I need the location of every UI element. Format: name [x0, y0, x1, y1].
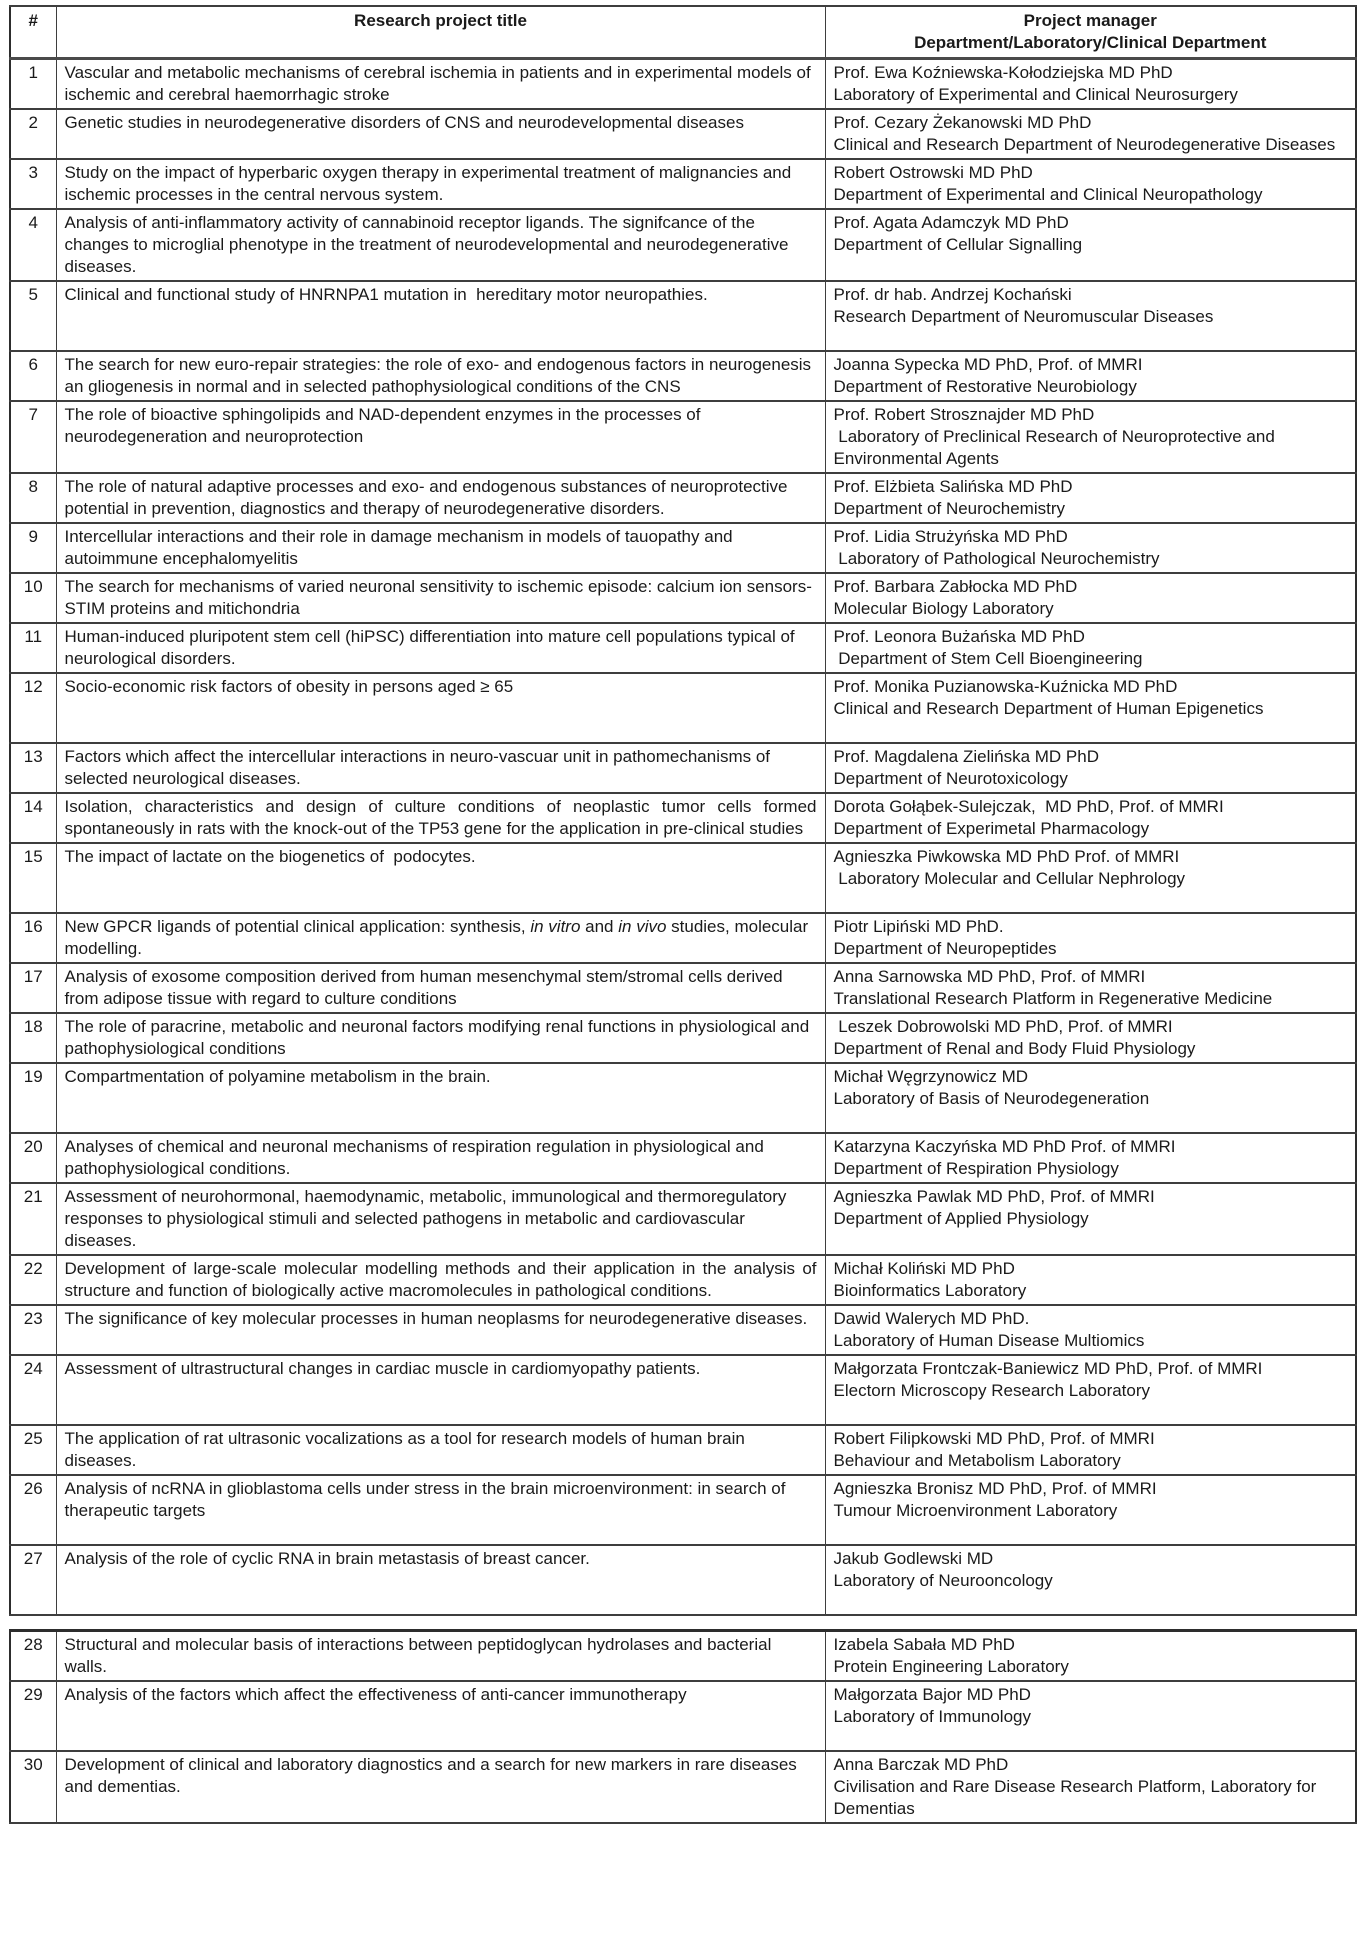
table-row	[10, 673, 1356, 743]
project-manager-cell	[825, 1545, 1356, 1615]
header-project-manager-line1: Project manager	[1023, 11, 1157, 30]
manager-name: Prof. Ewa Koźniewska-Kołodziejska MD PhD	[833, 63, 1173, 82]
row-number-cell: 23	[10, 1305, 56, 1355]
manager-department: Electorn Microscopy Research Laboratory	[833, 1381, 1151, 1400]
project-manager-cell	[825, 401, 1356, 473]
project-manager-cell	[825, 1063, 1356, 1133]
research-projects-table-page-2	[9, 1629, 1357, 1824]
manager-department: Molecular Biology Laboratory	[833, 599, 1054, 618]
project-manager-cell	[825, 59, 1356, 110]
manager-name: Robert Ostrowski MD PhD	[833, 163, 1033, 182]
project-title-cell: Human-induced pluripotent stem cell (hiPSC) differentiation into mature cell populations typical of neurological disorders.	[56, 623, 825, 673]
manager-department: Laboratory of Immunology	[833, 1707, 1031, 1726]
manager-name: Dorota Gołąbek-Sulejczak, MD PhD, Prof. of MMRI	[833, 797, 1224, 816]
project-manager-cell	[825, 523, 1356, 573]
manager-name: Leszek Dobrowolski MD PhD, Prof. of MMRI	[833, 1017, 1173, 1036]
manager-name: Małgorzata Frontczak-Baniewicz MD PhD, Prof. of MMRI	[833, 1359, 1263, 1378]
project-manager-cell	[825, 209, 1356, 281]
row-number-cell: 13	[10, 743, 56, 793]
project-title-cell: The search for new euro-repair strategies: the role of exo- and endogenous factors in neurogenesis an gliogenesis in normal and in selected pathophysiological conditions of the CNS	[56, 351, 825, 401]
manager-department: Laboratory of Neurooncology	[833, 1571, 1053, 1590]
manager-department: Department of Restorative Neurobiology	[833, 377, 1137, 396]
table-row	[10, 281, 1356, 351]
row-number-cell: 10	[10, 573, 56, 623]
row-number-cell: 18	[10, 1013, 56, 1063]
manager-name: Prof. Elżbieta Salińska MD PhD	[833, 477, 1073, 496]
project-manager-cell	[825, 281, 1356, 351]
table-row	[10, 473, 1356, 523]
table-row	[10, 159, 1356, 209]
project-manager-cell	[825, 913, 1356, 963]
project-title-cell: The impact of lactate on the biogenetics of podocytes.	[56, 843, 825, 913]
manager-department: Bioinformatics Laboratory	[833, 1281, 1027, 1300]
manager-department: Department of Neurotoxicology	[833, 769, 1068, 788]
table-row	[10, 1255, 1356, 1305]
project-title-cell: Compartmentation of polyamine metabolism in the brain.	[56, 1063, 825, 1133]
manager-name: Katarzyna Kaczyńska MD PhD Prof. of MMRI	[833, 1137, 1176, 1156]
manager-department: Laboratory Molecular and Cellular Nephrology	[833, 869, 1186, 888]
project-title-cell: Analysis of anti-inflammatory activity of cannabinoid receptor ligands. The signifcance of the changes to microglial phenotype in the treatment of neurodevelopmental and neurodegenerative diseases.	[56, 209, 825, 281]
manager-department: Behaviour and Metabolism Laboratory	[833, 1451, 1121, 1470]
manager-department: Clinical and Research Department of Human Epigenetics	[833, 699, 1264, 718]
manager-name: Prof. Barbara Zabłocka MD PhD	[833, 577, 1078, 596]
manager-name: Prof. Agata Adamczyk MD PhD	[833, 213, 1069, 232]
table-row	[10, 209, 1356, 281]
header-project-manager-line2: Department/Laboratory/Clinical Department	[914, 33, 1267, 52]
table-header	[10, 6, 1356, 59]
project-manager-cell	[825, 1751, 1356, 1823]
row-number-cell: 28	[10, 1631, 56, 1682]
project-title-cell: Analysis of exosome composition derived from human mesenchymal stem/stromal cells derived from adipose tissue with regard to culture conditions	[56, 963, 825, 1013]
manager-name: Prof. dr hab. Andrzej Kochański	[833, 285, 1072, 304]
project-manager-cell	[825, 963, 1356, 1013]
project-manager-cell	[825, 1255, 1356, 1305]
row-number-cell: 29	[10, 1681, 56, 1751]
manager-department: Department of Experimetal Pharmacology	[833, 819, 1150, 838]
table-row	[10, 59, 1356, 110]
project-title-cell: Genetic studies in neurodegenerative disorders of CNS and neurodevelopmental diseases	[56, 109, 825, 159]
manager-name: Dawid Walerych MD PhD.	[833, 1309, 1030, 1328]
project-title-cell: Isolation, characteristics and design of culture conditions of neoplastic tumor cells formed spontaneously in rats with the knock-out of the TP53 gene for the application in pre-clinical studies	[56, 793, 825, 843]
title-segment: and	[580, 917, 619, 936]
table-row	[10, 1013, 1356, 1063]
manager-department: Translational Research Platform in Regenerative Medicine	[833, 989, 1273, 1008]
header-number: #	[10, 6, 56, 59]
project-manager-cell	[825, 1425, 1356, 1475]
manager-department: Department of Respiration Physiology	[833, 1159, 1119, 1178]
manager-department: Department of Cellular Signalling	[833, 235, 1083, 254]
row-number-cell: 8	[10, 473, 56, 523]
manager-name: Prof. Leonora Bużańska MD PhD	[833, 627, 1085, 646]
manager-name: Piotr Lipiński MD PhD.	[833, 917, 1004, 936]
project-manager-cell	[825, 1183, 1356, 1255]
header-row	[10, 6, 1356, 59]
manager-name: Prof. Robert Strosznajder MD PhD	[833, 405, 1095, 424]
manager-department: Laboratory of Pathological Neurochemistry	[833, 549, 1160, 568]
project-title-cell: The role of paracrine, metabolic and neuronal factors modifying renal functions in physiological and pathophysiological conditions	[56, 1013, 825, 1063]
manager-department: Laboratory of Experimental and Clinical Neurosurgery	[833, 85, 1238, 104]
row-number-cell: 3	[10, 159, 56, 209]
project-manager-cell	[825, 1681, 1356, 1751]
project-title-cell: Assessment of neurohormonal, haemodynamic, metabolic, immunological and thermoregulatory responses to physiological stimuli and selected pathogens in metabolic and cardiovascular diseases.	[56, 1183, 825, 1255]
row-number-cell: 21	[10, 1183, 56, 1255]
table-row	[10, 1681, 1356, 1751]
project-manager-cell	[825, 351, 1356, 401]
title-italic-segment: in vivo	[618, 917, 667, 936]
table-row	[10, 1425, 1356, 1475]
table-row	[10, 109, 1356, 159]
manager-department: Laboratory of Human Disease Multiomics	[833, 1331, 1145, 1350]
project-title-cell: Development of large-scale molecular modelling methods and their application in the analysis of structure and function of biologically active macromolecules in pathological conditions.	[56, 1255, 825, 1305]
table-row	[10, 743, 1356, 793]
project-manager-cell	[825, 1475, 1356, 1545]
project-manager-cell	[825, 573, 1356, 623]
row-number-cell: 27	[10, 1545, 56, 1615]
manager-department: Research Department of Neuromuscular Diseases	[833, 307, 1214, 326]
row-number-cell: 15	[10, 843, 56, 913]
manager-department: Laboratory of Basis of Neurodegeneration	[833, 1089, 1150, 1108]
manager-name: Anna Barczak MD PhD	[833, 1755, 1009, 1774]
row-number-cell: 7	[10, 401, 56, 473]
project-title-cell: The role of bioactive sphingolipids and NAD-dependent enzymes in the processes of neurodegeneration and neuroprotection	[56, 401, 825, 473]
project-title-cell: Analysis of ncRNA in glioblastoma cells under stress in the brain microenvironment: in search of therapeutic targets	[56, 1475, 825, 1545]
row-number-cell: 25	[10, 1425, 56, 1475]
table-row	[10, 843, 1356, 913]
manager-department: Department of Experimental and Clinical Neuropathology	[833, 185, 1263, 204]
table-row	[10, 1751, 1356, 1823]
manager-name: Michał Węgrzynowicz MD	[833, 1067, 1029, 1086]
project-manager-cell	[825, 109, 1356, 159]
row-number-cell: 2	[10, 109, 56, 159]
table-row	[10, 1475, 1356, 1545]
project-manager-cell	[825, 159, 1356, 209]
project-title-cell: The significance of key molecular processes in human neoplasms for neurodegenerative diseases.	[56, 1305, 825, 1355]
research-projects-document	[9, 5, 1355, 1824]
project-manager-cell	[825, 623, 1356, 673]
manager-name: Joanna Sypecka MD PhD, Prof. of MMRI	[833, 355, 1143, 374]
table-row	[10, 401, 1356, 473]
project-title-cell: Development of clinical and laboratory diagnostics and a search for new markers in rare diseases and dementias.	[56, 1751, 825, 1823]
project-manager-cell	[825, 1355, 1356, 1425]
manager-department: Protein Engineering Laboratory	[833, 1657, 1069, 1676]
manager-name: Izabela Sabała MD PhD	[833, 1635, 1015, 1654]
project-manager-cell	[825, 673, 1356, 743]
project-title-cell: Analysis of the role of cyclic RNA in brain metastasis of breast cancer.	[56, 1545, 825, 1615]
project-manager-cell	[825, 843, 1356, 913]
project-manager-cell	[825, 793, 1356, 843]
project-title-cell: The search for mechanisms of varied neuronal sensitivity to ischemic episode: calcium ion sensors- STIM proteins and mitichondria	[56, 573, 825, 623]
row-number-cell: 20	[10, 1133, 56, 1183]
project-title-cell: Analyses of chemical and neuronal mechanisms of respiration regulation in physiological and pathophysiological conditions.	[56, 1133, 825, 1183]
table-row	[10, 1355, 1356, 1425]
header-project-manager	[825, 6, 1356, 59]
row-number-cell: 19	[10, 1063, 56, 1133]
manager-department: Department of Applied Physiology	[833, 1209, 1089, 1228]
row-number-cell: 9	[10, 523, 56, 573]
table-row	[10, 623, 1356, 673]
project-title-cell: Assessment of ultrastructural changes in cardiac muscle in cardiomyopathy patients.	[56, 1355, 825, 1425]
manager-name: Michał Koliński MD PhD	[833, 1259, 1015, 1278]
title-segment: studies, molecular modelling.	[64, 917, 813, 958]
table-row	[10, 913, 1356, 963]
research-projects-table-page-1	[9, 5, 1357, 1616]
table-row	[10, 1305, 1356, 1355]
table-row	[10, 1133, 1356, 1183]
row-number-cell: 17	[10, 963, 56, 1013]
table-row	[10, 523, 1356, 573]
project-title-cell: Study on the impact of hyperbaric oxygen therapy in experimental treatment of malignancies and ischemic processes in the central nervous system.	[56, 159, 825, 209]
row-number-cell: 30	[10, 1751, 56, 1823]
manager-department: Laboratory of Preclinical Research of Neuroprotective and Environmental Agents	[833, 427, 1280, 468]
manager-name: Anna Sarnowska MD PhD, Prof. of MMRI	[833, 967, 1146, 986]
manager-name: Jakub Godlewski MD	[833, 1549, 994, 1568]
title-segment: New GPCR ligands of potential clinical application: synthesis,	[64, 917, 531, 936]
manager-name: Agnieszka Piwkowska MD PhD Prof. of MMRI	[833, 847, 1180, 866]
manager-name: Agnieszka Bronisz MD PhD, Prof. of MMRI	[833, 1479, 1157, 1498]
project-title-cell: Analysis of the factors which affect the effectiveness of anti-cancer immunotherapy	[56, 1681, 825, 1751]
title-italic-segment: in vitro	[530, 917, 581, 936]
row-number-cell: 1	[10, 59, 56, 110]
manager-department: Tumour Microenvironment Laboratory	[833, 1501, 1118, 1520]
manager-name: Robert Filipkowski MD PhD, Prof. of MMRI	[833, 1429, 1155, 1448]
manager-department: Department of Neuropeptides	[833, 939, 1057, 958]
project-title-cell: Vascular and metabolic mechanisms of cerebral ischemia in patients and in experimental models of ischemic and cerebral haemorrhagic stroke	[56, 59, 825, 110]
manager-name: Małgorzata Bajor MD PhD	[833, 1685, 1031, 1704]
manager-department: Department of Stem Cell Bioengineering	[833, 649, 1143, 668]
project-title-cell: Intercellular interactions and their role in damage mechanism in models of tauopathy and autoimmune encephalomyelitis	[56, 523, 825, 573]
manager-name: Prof. Magdalena Zielińska MD PhD	[833, 747, 1100, 766]
row-number-cell: 22	[10, 1255, 56, 1305]
table-row	[10, 1545, 1356, 1615]
manager-department: Department of Neurochemistry	[833, 499, 1065, 518]
project-title-cell: The application of rat ultrasonic vocalizations as a tool for research models of human brain diseases.	[56, 1425, 825, 1475]
table-row	[10, 573, 1356, 623]
project-title-cell: Clinical and functional study of HNRNPA1 mutation in hereditary motor neuropathies.	[56, 281, 825, 351]
project-manager-cell	[825, 1631, 1356, 1682]
row-number-cell: 5	[10, 281, 56, 351]
table-row	[10, 1631, 1356, 1682]
manager-department: Clinical and Research Department of Neurodegenerative Diseases	[833, 135, 1336, 154]
row-number-cell: 26	[10, 1475, 56, 1545]
project-manager-cell	[825, 1013, 1356, 1063]
project-manager-cell	[825, 743, 1356, 793]
header-project-title: Research project title	[56, 6, 825, 59]
project-title-cell: Socio-economic risk factors of obesity in persons aged ≥ 65	[56, 673, 825, 743]
row-number-cell: 4	[10, 209, 56, 281]
manager-name: Prof. Monika Puzianowska-Kuźnicka MD PhD	[833, 677, 1178, 696]
row-number-cell: 12	[10, 673, 56, 743]
row-number-cell: 11	[10, 623, 56, 673]
project-title-cell: Factors which affect the intercellular interactions in neuro-vascuar unit in pathomechanisms of selected neurological diseases.	[56, 743, 825, 793]
project-title-cell: The role of natural adaptive processes and exo- and endogenous substances of neuroprotective potential in prevention, diagnostics and therapy of neurodegenerative disorders.	[56, 473, 825, 523]
row-number-cell: 14	[10, 793, 56, 843]
manager-name: Prof. Cezary Żekanowski MD PhD	[833, 113, 1092, 132]
row-number-cell: 6	[10, 351, 56, 401]
manager-name: Prof. Lidia Strużyńska MD PhD	[833, 527, 1068, 546]
project-manager-cell	[825, 473, 1356, 523]
project-title-cell: Structural and molecular basis of interactions between peptidoglycan hydrolases and bacterial walls.	[56, 1631, 825, 1682]
row-number-cell: 24	[10, 1355, 56, 1425]
manager-name: Agnieszka Pawlak MD PhD, Prof. of MMRI	[833, 1187, 1155, 1206]
table-row	[10, 351, 1356, 401]
table-row	[10, 1183, 1356, 1255]
project-manager-cell	[825, 1133, 1356, 1183]
manager-department: Department of Renal and Body Fluid Physiology	[833, 1039, 1196, 1058]
table-row	[10, 963, 1356, 1013]
row-number-cell: 16	[10, 913, 56, 963]
table-row	[10, 1063, 1356, 1133]
manager-department: Civilisation and Rare Disease Research Platform, Laboratory for Dementias	[833, 1777, 1322, 1818]
project-title-cell	[56, 913, 825, 963]
table-row	[10, 793, 1356, 843]
project-manager-cell	[825, 1305, 1356, 1355]
